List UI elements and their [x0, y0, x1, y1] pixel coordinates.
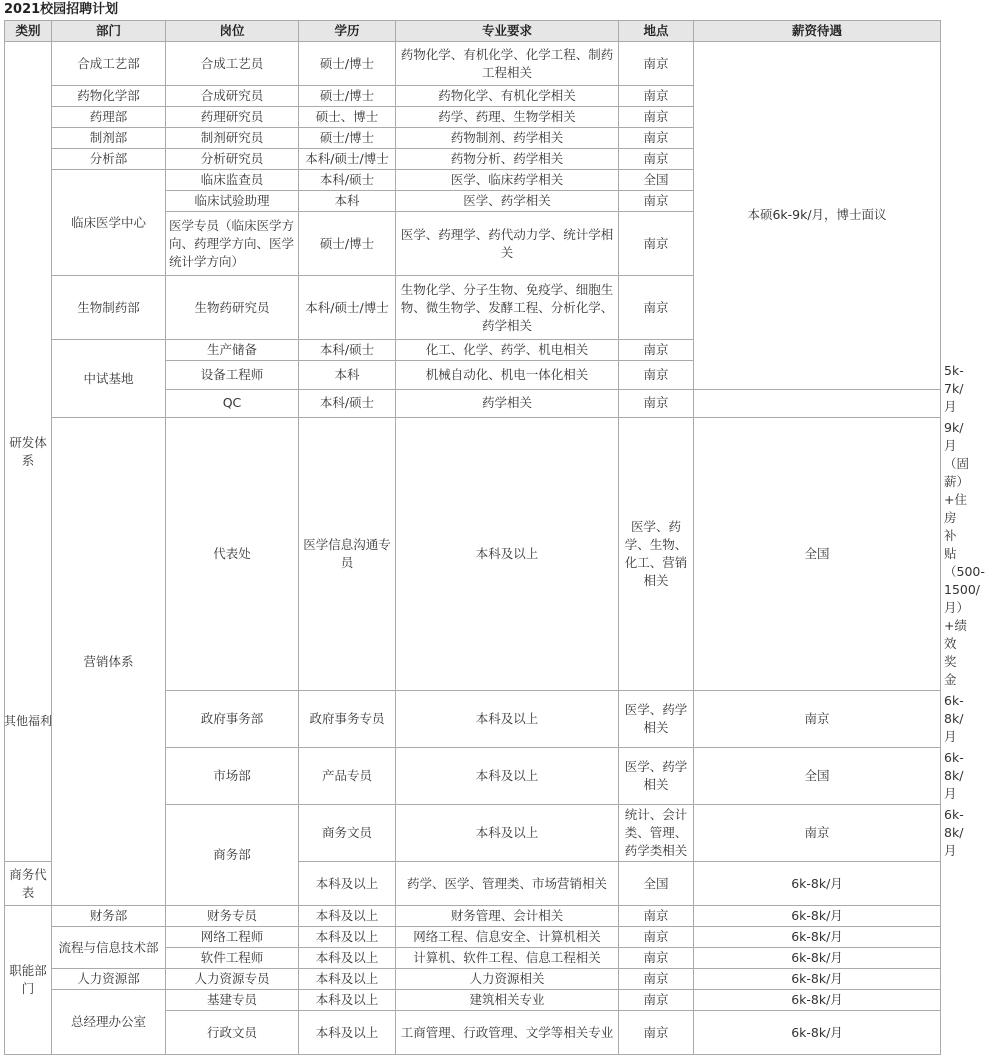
education-cell: 本科及以上: [396, 418, 619, 691]
education-cell: 本科及以上: [299, 948, 396, 969]
position-cell: 生产储备: [166, 340, 299, 361]
department-cell: 合成工艺部: [52, 42, 166, 86]
education-cell: 本科及以上: [396, 748, 619, 805]
position-cell: 分析研究员: [166, 149, 299, 170]
position-cell: 医学信息沟通专员: [299, 418, 396, 691]
education-cell: 硕士/博士: [299, 128, 396, 149]
position-cell: 财务专员: [166, 906, 299, 927]
salary-cell: 本硕6k-9k/月，博士面议: [694, 42, 941, 390]
salary-cell: 6k-8k/月: [694, 1011, 941, 1055]
department-cell: 人力资源部: [52, 969, 166, 990]
table-row: 市场部 产品专员 本科及以上 医学、药学相关 全国 6k-8k/月: [5, 748, 941, 805]
header-major: 专业要求: [396, 21, 619, 42]
header-category: 类别: [5, 21, 52, 42]
education-cell: 本科及以上: [396, 691, 619, 748]
major-cell: 网络工程、信息安全、计算机相关: [396, 927, 619, 948]
salary-cell: 6k-8k/月: [694, 862, 941, 906]
recruitment-table: [4, 20, 985, 1055]
location-cell: 南京: [619, 361, 694, 390]
location-cell: 南京: [619, 191, 694, 212]
position-cell: 软件工程师: [166, 948, 299, 969]
salary-cell: 6k-8k/月: [694, 969, 941, 990]
education-cell: 本科及以上: [299, 990, 396, 1011]
table-row: [5, 927, 941, 948]
major-cell: 统计、会计类、管理、药学类相关: [619, 805, 694, 862]
position-cell: 临床试验助理: [166, 191, 299, 212]
location-cell: 南京: [694, 805, 941, 862]
header-row: [5, 21, 941, 42]
location-cell: 南京: [619, 340, 694, 361]
location-cell: 南京: [619, 276, 694, 340]
location-cell: 南京: [619, 128, 694, 149]
location-cell: 全国: [694, 418, 941, 691]
table-row: [5, 969, 941, 990]
education-cell: 硕士/博士: [299, 86, 396, 107]
position-cell: 产品专员: [299, 748, 396, 805]
major-cell: 药物化学、有机化学、化学工程、制药工程相关: [396, 42, 619, 86]
position-cell: 行政文员: [166, 1011, 299, 1055]
position-cell: 政府事务专员: [299, 691, 396, 748]
education-cell: 本科及以上: [299, 927, 396, 948]
major-cell: 医学、药学相关: [619, 691, 694, 748]
table-row: 商务部 商务文员 本科及以上 统计、会计类、管理、药学类相关 南京 6k-8k/月: [5, 805, 941, 862]
location-cell: 全国: [619, 170, 694, 191]
table-row: [5, 906, 941, 927]
salary-cell: 6k-8k/月: [694, 990, 941, 1011]
major-cell: 工商管理、行政管理、文学等相关专业: [396, 1011, 619, 1055]
position-cell: 网络工程师: [166, 927, 299, 948]
position-cell: 基建专员: [166, 990, 299, 1011]
major-cell: 药物化学、有机化学相关: [396, 86, 619, 107]
education-cell: 本科/硕士: [299, 389, 396, 418]
location-cell: 南京: [619, 107, 694, 128]
table-row: [5, 990, 941, 1011]
position-cell: 药理研究员: [166, 107, 299, 128]
education-cell: 本科/硕士: [299, 340, 396, 361]
department-cell: 市场部: [166, 748, 299, 805]
education-cell: 本科及以上: [396, 805, 619, 862]
major-cell: 药学、药理、生物学相关: [396, 107, 619, 128]
header-department: 部门: [52, 21, 166, 42]
header-education: 学历: [299, 21, 396, 42]
department-cell: 商务部: [166, 805, 299, 906]
department-cell: 药物化学部: [52, 86, 166, 107]
header-location: 地点: [619, 21, 694, 42]
location-cell: 南京: [619, 906, 694, 927]
education-cell: 本科/硕士/博士: [299, 276, 396, 340]
footer-text: 其他福利: [4, 714, 53, 728]
major-cell: 建筑相关专业: [396, 990, 619, 1011]
major-cell: 医学、药理学、药代动力学、统计学相关: [396, 212, 619, 276]
header-position: 岗位: [166, 21, 299, 42]
department-cell: 政府事务部: [166, 691, 299, 748]
major-cell: 药学、医学、管理类、市场营销相关: [396, 862, 619, 906]
education-cell: 本科/硕士: [299, 170, 396, 191]
education-cell: 本科及以上: [299, 1011, 396, 1055]
major-cell: 药物制剂、药学相关: [396, 128, 619, 149]
education-cell: 本科: [299, 191, 396, 212]
department-cell: 流程与信息技术部: [52, 927, 166, 969]
table-row: [5, 42, 941, 86]
page-title: 2021校园招聘计划: [4, 2, 119, 17]
education-cell: 本科: [299, 361, 396, 390]
education-cell: 硕士、博士: [299, 107, 396, 128]
category-cell: 营销体系: [52, 418, 166, 906]
position-cell: 生物药研究员: [166, 276, 299, 340]
position-cell: 医学专员（临床医学方向、药理学方向、医学统计学方向）: [166, 212, 299, 276]
department-cell: 财务部: [52, 906, 166, 927]
major-cell: 计算机、软件工程、信息工程相关: [396, 948, 619, 969]
location-cell: 全国: [619, 862, 694, 906]
department-cell: 制剂部: [52, 128, 166, 149]
major-cell: 机械自动化、机电一体化相关: [396, 361, 619, 390]
table-row: 营销体系 代表处 医学信息沟通专员 本科及以上 医学、药学、生物、化工、营销相关 全国 9k/月（固薪）+住房补贴（500-1500/月）+绩效奖金: [5, 418, 941, 691]
position-cell: QC: [166, 389, 299, 418]
location-cell: 南京: [619, 42, 694, 86]
department-cell: 中试基地: [52, 340, 166, 418]
department-cell: 总经理办公室: [52, 990, 166, 1055]
position-cell: 合成工艺员: [166, 42, 299, 86]
position-cell: 设备工程师: [166, 361, 299, 390]
education-cell: 硕士/博士: [299, 212, 396, 276]
major-cell: 医学、药学相关: [619, 748, 694, 805]
position-cell: 商务文员: [299, 805, 396, 862]
department-cell: 生物制药部: [52, 276, 166, 340]
major-cell: 药物分析、药学相关: [396, 149, 619, 170]
position-cell: 临床监查员: [166, 170, 299, 191]
major-cell: 财务管理、会计相关: [396, 906, 619, 927]
major-cell: 人力资源相关: [396, 969, 619, 990]
education-cell: 本科/硕士/博士: [299, 149, 396, 170]
header-salary: 薪资待遇: [694, 21, 941, 42]
location-cell: 南京: [619, 86, 694, 107]
major-cell: 化工、化学、药学、机电相关: [396, 340, 619, 361]
category-cell: 职能部门: [5, 906, 52, 1055]
location-cell: 南京: [619, 969, 694, 990]
department-cell: 代表处: [166, 418, 299, 691]
position-cell: 人力资源专员: [166, 969, 299, 990]
category-cell: 研发体系: [5, 42, 52, 862]
location-cell: 南京: [619, 389, 694, 418]
salary-cell: 6k-8k/月: [694, 948, 941, 969]
salary-cell: 6k-8k/月: [694, 906, 941, 927]
location-cell: 南京: [694, 691, 941, 748]
location-cell: 南京: [619, 990, 694, 1011]
location-cell: 南京: [619, 927, 694, 948]
location-cell: 全国: [694, 748, 941, 805]
major-cell: 生物化学、分子生物、免疫学、细胞生物、微生物学、发酵工程、分析化学、药学相关: [396, 276, 619, 340]
table-row: 设备工程师 本科 机械自动化、机电一体化相关 南京 5k-7k/月: [5, 361, 941, 390]
department-cell: 分析部: [52, 149, 166, 170]
major-cell: 医学、临床药学相关: [396, 170, 619, 191]
major-cell: 医学、药学相关: [396, 191, 619, 212]
location-cell: 南京: [619, 1011, 694, 1055]
education-cell: 硕士/博士: [299, 42, 396, 86]
department-cell: 药理部: [52, 107, 166, 128]
location-cell: 南京: [619, 149, 694, 170]
position-cell: 制剂研究员: [166, 128, 299, 149]
table-row: 政府事务部 政府事务专员 本科及以上 医学、药学相关 南京 6k-8k/月: [5, 691, 941, 748]
position-cell: 合成研究员: [166, 86, 299, 107]
location-cell: 南京: [619, 212, 694, 276]
major-cell: 医学、药学、生物、化工、营销相关: [619, 418, 694, 691]
position-cell: 商务代表: [5, 862, 52, 906]
major-cell: 药学相关: [396, 389, 619, 418]
education-cell: 本科及以上: [299, 969, 396, 990]
salary-cell: 6k-8k/月: [694, 927, 941, 948]
department-cell: 临床医学中心: [52, 170, 166, 276]
education-cell: 本科及以上: [299, 906, 396, 927]
education-cell: 本科及以上: [299, 862, 396, 906]
location-cell: 南京: [619, 948, 694, 969]
